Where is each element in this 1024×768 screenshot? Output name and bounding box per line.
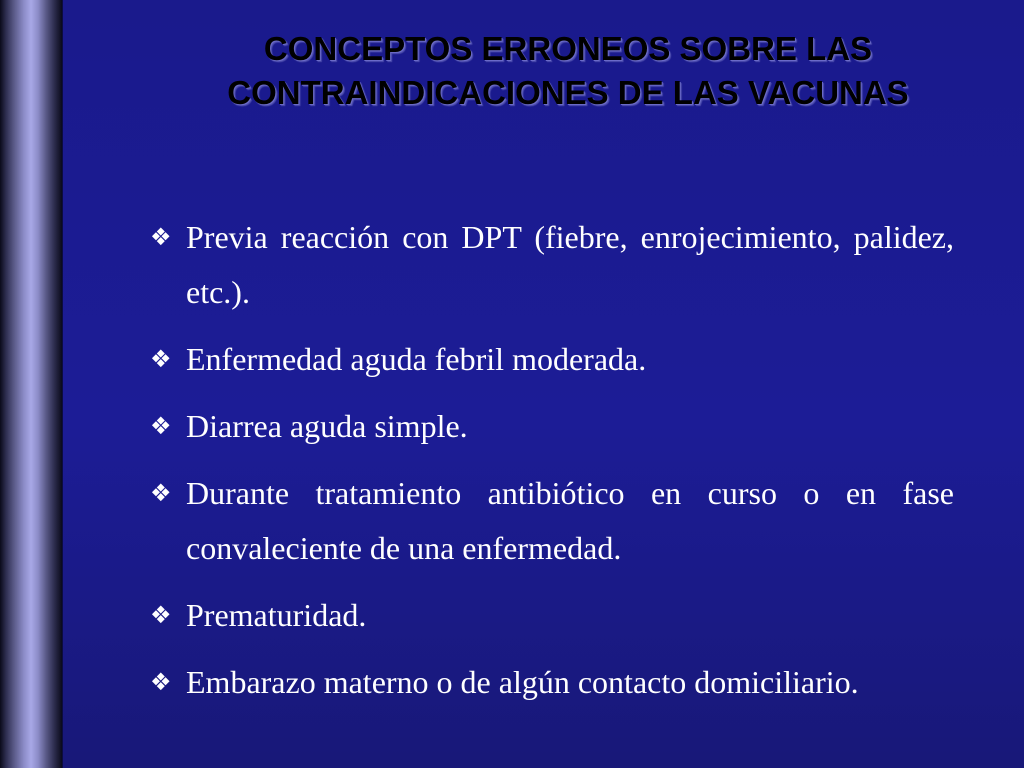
list-item <box>148 399 954 454</box>
list-item-text: Enfermedad aguda febril moderada. <box>186 341 647 377</box>
list-item-text: Embarazo materno o de algún contacto domiciliario. <box>186 664 859 700</box>
list-item <box>148 210 954 320</box>
diamond-bullet-icon: ❖ <box>150 223 172 251</box>
diamond-bullet-icon: ❖ <box>150 668 172 696</box>
list-item-text: Prematuridad. <box>186 597 367 633</box>
list-item <box>148 588 954 643</box>
list-item <box>148 466 954 576</box>
decorative-side-bar <box>0 0 62 768</box>
slide-title: CONCEPTOS ERRONEOS SOBRE LAS CONTRAINDICACIONES DE LAS VACUNAS <box>227 30 909 111</box>
diamond-bullet-icon: ❖ <box>150 479 172 507</box>
diamond-bullet-icon: ❖ <box>150 601 172 629</box>
diamond-bullet-icon: ❖ <box>150 345 172 373</box>
list-item-text: Durante tratamiento antibiótico en curso o en fase convaleciente de una enfermedad. <box>186 475 954 566</box>
list-item <box>148 332 954 387</box>
list-item-text: Diarrea aguda simple. <box>186 408 468 444</box>
bullet-list <box>148 210 954 722</box>
side-divider <box>62 0 63 768</box>
list-item <box>148 655 954 710</box>
diamond-bullet-icon: ❖ <box>150 412 172 440</box>
list-item-text: Previa reacción con DPT (fiebre, enrojecimiento, palidez, etc.). <box>186 219 954 310</box>
